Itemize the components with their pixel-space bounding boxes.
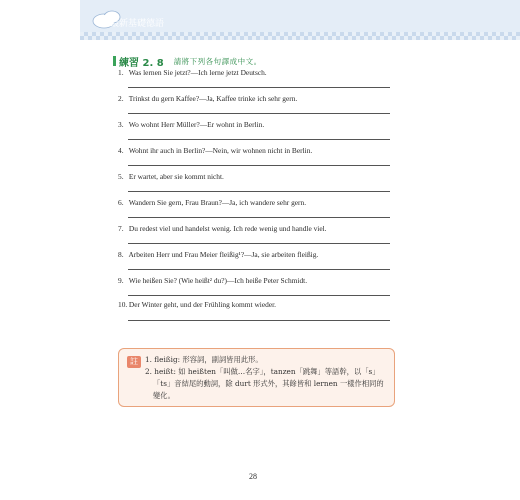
note-tag: 註: [127, 356, 141, 368]
item-text: Er wartet, aber sie kommt nicht.: [128, 172, 224, 181]
item-number: 10.: [118, 300, 128, 309]
item-text: Was lernen Sie jetzt?—Ich lerne jetzt Deutsch.: [128, 68, 267, 77]
item-number: 6.: [118, 198, 124, 207]
footnote-box: [118, 348, 395, 407]
item-number: 2.: [118, 94, 124, 103]
item-number: 3.: [118, 120, 124, 129]
item-text: Der Winter geht, und der Frühling kommt wieder.: [128, 300, 277, 309]
item-text: Wandern Sie gern, Frau Braun?—Ja, ich wandere sehr gern.: [128, 198, 307, 207]
item-number: 8.: [118, 250, 124, 259]
note-line: 2. heißt: 如 heißten「叫做…名字」，tanzen「跳舞」等語幹，以「s」: [145, 367, 380, 376]
exercise-item: [118, 94, 390, 103]
answer-line: [128, 295, 390, 296]
page-number: 28: [249, 472, 257, 481]
exercise-item: [118, 250, 390, 259]
item-text: Trinkst du gern Kaffee?—Ja, Kaffee trinke ich sehr gern.: [128, 94, 298, 103]
note-line: 變化。: [153, 391, 175, 400]
heading-marker: [113, 56, 116, 66]
answer-line: [128, 139, 390, 140]
exercise-item: [118, 120, 390, 129]
item-text: Du redest viel und handelst wenig. Ich rede wenig und handle viel.: [128, 224, 327, 233]
note-line: 1. fleißig: 形容詞，副詞皆用此形。: [145, 355, 263, 364]
answer-line: [128, 269, 390, 270]
answer-line: [128, 113, 390, 114]
exercise-item: [118, 276, 390, 285]
exercise-item: [118, 172, 390, 181]
book-title: 最新基礎德語: [110, 19, 165, 29]
exercise-heading: [113, 54, 262, 68]
item-text: Wohnt ihr auch in Berlin?—Nein, wir wohnen nicht in Berlin.: [128, 146, 313, 155]
exercise-label: 練習 2. 8: [119, 57, 164, 69]
answer-line: [128, 165, 390, 166]
answer-line: [128, 191, 390, 192]
item-text: Arbeiten Herr und Frau Meier fleißig¹?—Ja, sie arbeiten fleißig.: [128, 250, 319, 259]
exercise-instruction: 請將下列各句譯成中文。: [173, 56, 262, 66]
item-number: 7.: [118, 224, 124, 233]
item-number: 5.: [118, 172, 124, 181]
answer-line: [128, 87, 390, 88]
header-pattern-strip: [80, 32, 520, 40]
answer-line: [128, 217, 390, 218]
item-number: 1.: [118, 68, 124, 77]
exercise-item: [118, 198, 390, 207]
exercise-item: [118, 300, 390, 309]
answer-line: [128, 320, 390, 321]
exercise-item: [118, 146, 390, 155]
answer-line: [128, 243, 390, 244]
item-text: Wie heißen Sie? (Wie heißt² du?)—Ich heiße Peter Schmidt.: [128, 276, 308, 285]
item-number: 4.: [118, 146, 124, 155]
item-text: Wo wohnt Herr Müller?—Er wohnt in Berlin.: [128, 120, 265, 129]
exercise-item: [118, 224, 390, 233]
exercise-item: [118, 68, 390, 77]
note-line: 「ts」音結尾的動詞，除 durt 形式外，其餘皆和 lernen 一樣作相同的: [153, 379, 384, 388]
item-number: 9.: [118, 276, 124, 285]
